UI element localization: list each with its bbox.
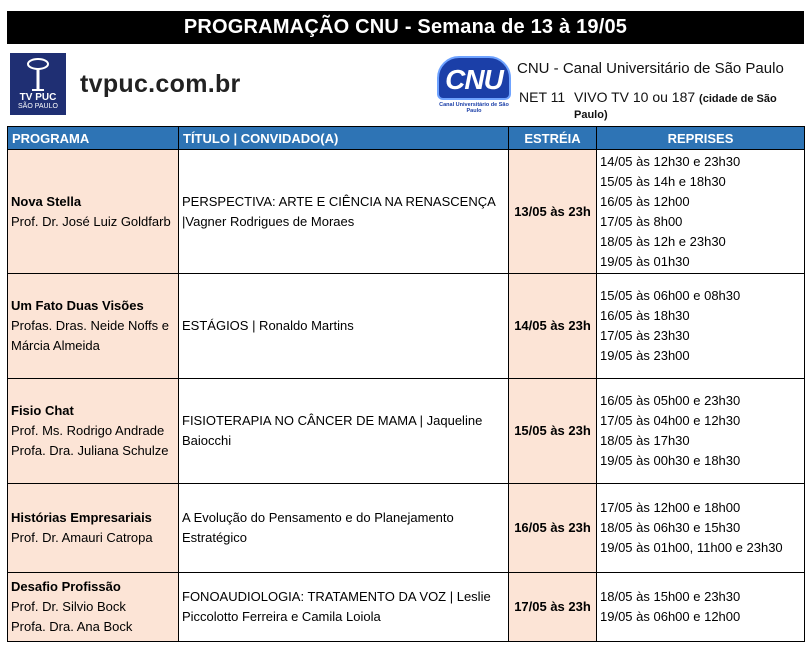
program-cell: [8, 274, 179, 379]
cnu-logo: [437, 56, 511, 114]
rerun-item: 16/05 às 05h00 e 23h30: [600, 393, 741, 408]
rerun-item: 18/05 às 06h30 e 15h30: [600, 520, 741, 535]
premiere-cell: 13/05 às 23h: [509, 150, 597, 274]
premiere-cell: 15/05 às 23h: [509, 379, 597, 484]
cnu-logo-letters: CNU: [437, 56, 511, 100]
program-host: Profas. Dras. Neide Noffs e: [11, 318, 169, 333]
table-row: [8, 274, 805, 379]
rerun-item: 15/05 às 14h e 18h30: [600, 173, 726, 189]
reruns-cell: [597, 150, 805, 274]
program-host: Prof. Ms. Rodrigo Andrade: [11, 423, 165, 438]
program-name: Nova Stella: [11, 193, 82, 209]
table-header-row: [8, 127, 805, 150]
vivo-channel: [574, 89, 807, 121]
program-cell: [8, 379, 179, 484]
title-cell: A Evolução do Pensamento e do Planejamento Estratégico: [179, 484, 509, 573]
net-channel: NET 11: [519, 89, 566, 105]
program-host: Profa. Dra. Juliana Schulze: [11, 443, 169, 458]
program-cell: [8, 150, 179, 274]
reruns-cell: [597, 379, 805, 484]
page-title: PROGRAMAÇÃO CNU - Semana de 13 à 19/05: [7, 11, 804, 44]
premiere-cell: 17/05 às 23h: [509, 573, 597, 642]
title-cell: FISIOTERAPIA NO CÂNCER DE MAMA | Jaqueline Baiocchi: [179, 379, 509, 484]
cnu-logo-caption: Canal Universitário de São Paulo: [439, 102, 509, 114]
title-cell: FONOAUDIOLOGIA: TRATAMENTO DA VOZ | Leslie Piccolotto Ferreira e Camila Loiola: [179, 573, 509, 642]
program-name: Desafio Profissão: [11, 579, 121, 594]
title-cell: ESTÁGIOS | Ronaldo Martins: [179, 274, 509, 379]
premiere-cell: 14/05 às 23h: [509, 274, 597, 379]
rerun-item: 19/05 às 06h00 e 12h00: [600, 609, 741, 624]
schedule-table: [7, 126, 805, 642]
rerun-item: 17/05 às 23h30: [600, 328, 690, 343]
program-cell: [8, 573, 179, 642]
header-programa: PROGRAMA: [8, 127, 179, 150]
program-host: Profa. Dra. Ana Bock: [11, 619, 133, 634]
title-cell: PERSPECTIVA: ARTE E CIÊNCIA NA RENASCENÇA |Vagner Rodrigues de Moraes: [179, 150, 509, 274]
tvpuc-logo: [10, 53, 66, 115]
rerun-item: 17/05 às 8h00: [600, 213, 683, 229]
rerun-item: 18/05 às 12h e 23h30: [600, 233, 726, 249]
rerun-item: 19/05 às 23h00: [600, 348, 690, 363]
rerun-item: 17/05 às 04h00 e 12h30: [600, 413, 741, 428]
header-estreia: ESTRÉIA: [509, 127, 597, 150]
table-row: [8, 379, 805, 484]
program-host: Prof. Dr. José Luiz Goldfarb: [11, 213, 171, 229]
table-row: [8, 573, 805, 642]
table-row: [8, 484, 805, 573]
rerun-item: 16/05 às 12h00: [600, 193, 690, 209]
program-name: Fisio Chat: [11, 403, 74, 418]
city-note: (cidade de São Paulo): [574, 93, 777, 121]
rerun-item: 18/05 às 17h30: [600, 433, 690, 448]
vivo-channel-text: VIVO TV 10 ou 187: [574, 89, 696, 105]
rerun-item: 14/05 às 12h30 e 23h30: [600, 153, 741, 169]
reruns-cell: [597, 484, 805, 573]
program-cell: [8, 484, 179, 573]
program-host: Márcia Almeida: [11, 338, 100, 353]
premiere-cell: 16/05 às 23h: [509, 484, 597, 573]
reruns-cell: [597, 573, 805, 642]
reruns-cell: [597, 274, 805, 379]
header-reprises: REPRISES: [597, 127, 805, 150]
rerun-item: 18/05 às 15h00 e 23h30: [600, 589, 741, 604]
site-url: tvpuc.com.br: [80, 69, 241, 98]
tvpuc-brand: [10, 53, 241, 115]
program-name: Um Fato Duas Visões: [11, 298, 144, 313]
rerun-item: 19/05 às 01h00, 11h00 e 23h30: [600, 540, 783, 555]
program-name: Histórias Empresariais: [11, 510, 152, 525]
header-titulo: TÍTULO | CONVIDADO(A): [179, 127, 509, 150]
cnu-brand: [437, 56, 807, 121]
table-row: [8, 150, 805, 274]
rerun-item: 15/05 às 06h00 e 08h30: [600, 288, 741, 303]
program-host: Prof. Dr. Silvio Bock: [11, 599, 126, 614]
tvpuc-logo-sub: SÃO PAULO: [18, 103, 58, 110]
rerun-item: 19/05 às 01h30: [600, 253, 690, 269]
channel-name: CNU - Canal Universitário de São Paulo: [517, 60, 784, 77]
tvpuc-logo-name: TV PUC: [19, 92, 57, 103]
rerun-item: 16/05 às 18h30: [600, 308, 690, 323]
program-host: Prof. Dr. Amauri Catropa: [11, 530, 153, 545]
rerun-item: 19/05 às 00h30 e 18h30: [600, 453, 741, 468]
antenna-icon: [24, 56, 52, 92]
rerun-item: 17/05 às 12h00 e 18h00: [600, 500, 741, 515]
